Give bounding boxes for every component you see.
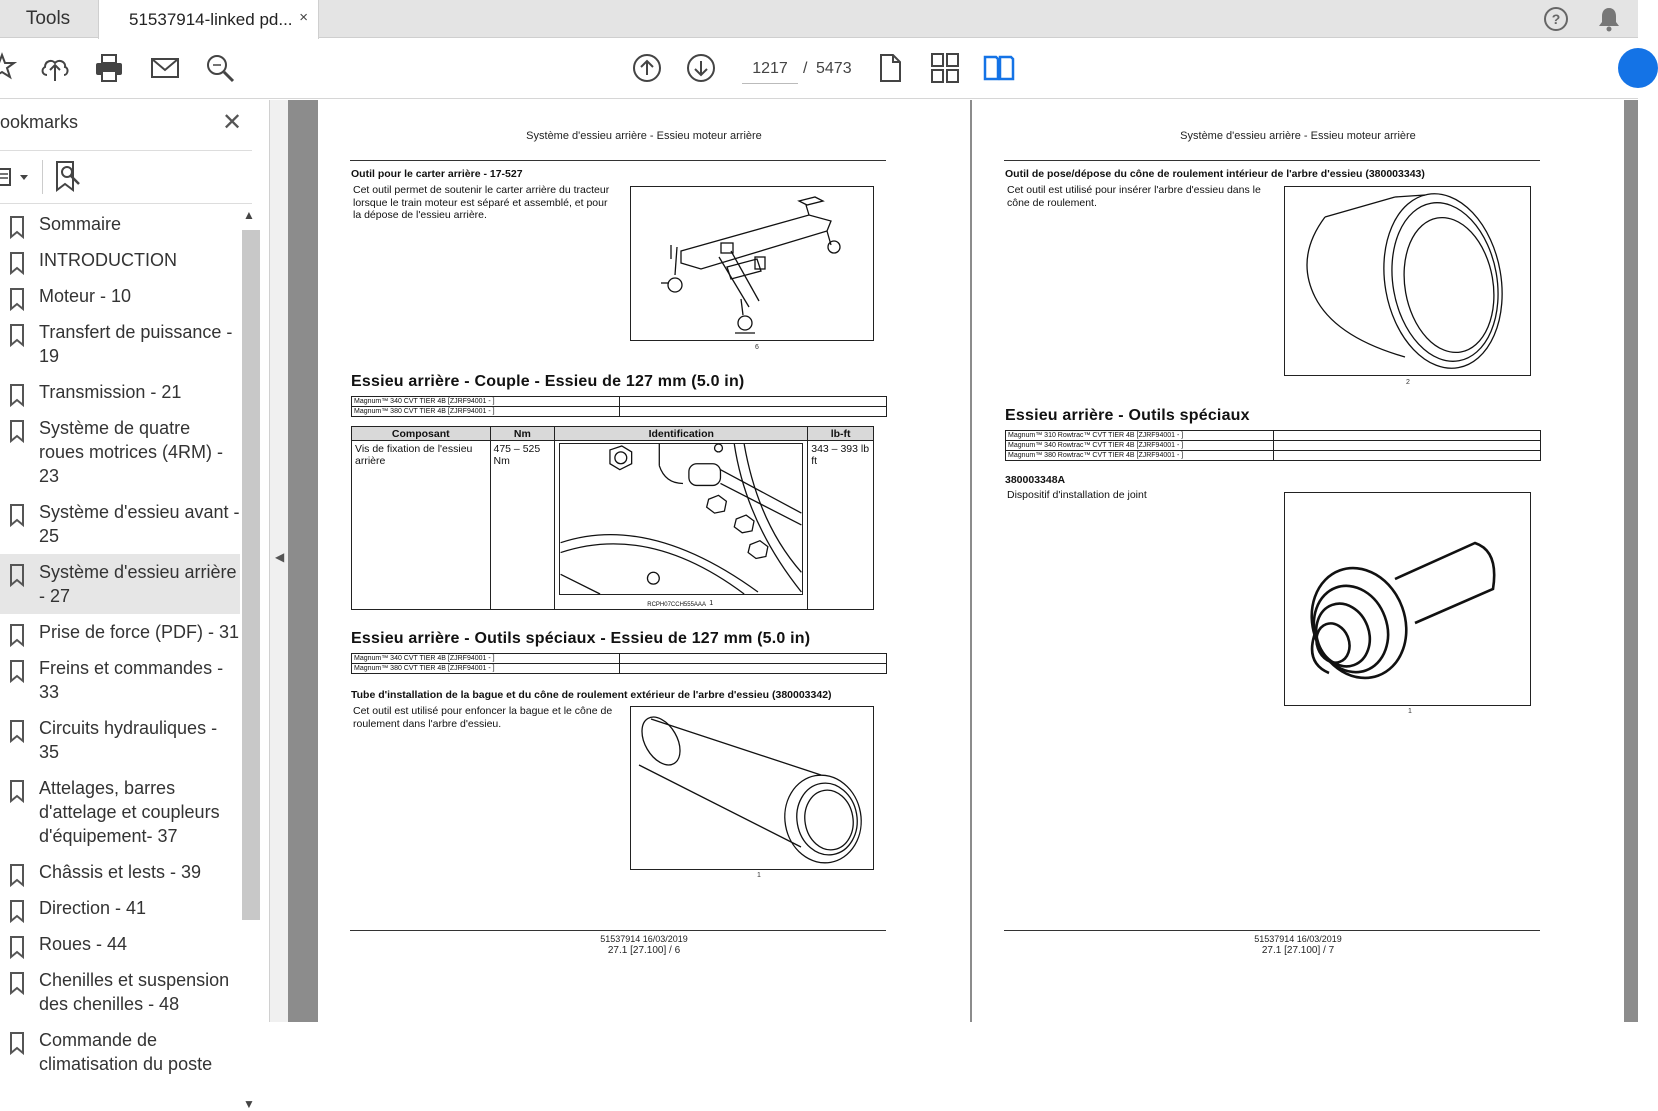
- tool-description: Cet outil est utilisé pour enfoncer la bague et le cône de roulement dans l'arbre d'essieu.: [353, 705, 613, 730]
- table-row: [352, 397, 887, 407]
- bookmark-item[interactable]: [0, 650, 240, 710]
- bookmark-item[interactable]: [0, 278, 240, 314]
- figure-number: 1: [757, 872, 761, 879]
- bookmark-icon: [9, 288, 25, 310]
- bookmark-label: Prise de force (PDF) - 31: [39, 622, 240, 642]
- bookmark-item[interactable]: [0, 614, 240, 650]
- bookmarks-title: ookmarks: [0, 112, 79, 132]
- search-zoom-icon[interactable]: [203, 51, 237, 85]
- footer-page: 27.1 [27.100] / 6: [607, 945, 681, 956]
- bookmark-item[interactable]: [0, 710, 240, 770]
- cone-tool-figure: [1284, 186, 1531, 376]
- user-avatar[interactable]: [1618, 48, 1658, 88]
- toolbar: [0, 39, 1638, 99]
- page-number-input[interactable]: 1217: [742, 54, 798, 84]
- model-cell: Magnum™ 380 CVT TIER 4B [ZJRF94001 - ]: [352, 664, 620, 674]
- bell-icon[interactable]: [1597, 6, 1621, 32]
- page-header: Système d'essieu arrière - Essieu moteur arrière: [526, 130, 762, 142]
- model-cell: Magnum™ 340 Rowtrac™ CVT TIER 4B [ZJRF94001 - ]: [1006, 441, 1274, 451]
- document-viewer: [288, 100, 1638, 1022]
- bookmark-label: Système de quatre roues motrices (4RM) - 23: [39, 418, 224, 486]
- table-row: [1006, 431, 1541, 441]
- table-row: [1006, 441, 1541, 451]
- tool-title: Outil de pose/dépose du cône de roulement intérieur de l'arbre d'essieu (380003343): [1005, 168, 1425, 180]
- bookmark-label: Transmission - 21: [39, 382, 182, 402]
- tube-drawing: [631, 707, 875, 871]
- tool-description: Cet outil est utilisé pour insérer l'arbre d'essieu dans le cône de roulement.: [1007, 184, 1261, 209]
- bookmark-label: Moteur - 10: [39, 286, 132, 306]
- bookmark-label: Chenilles et suspension des chenilles - 48: [39, 970, 230, 1014]
- carter-tool-figure: [630, 186, 874, 341]
- svg-text:?: ?: [1551, 11, 1561, 27]
- section-title: Essieu arrière - Outils spéciaux - Essieu de 127 mm (5.0 in): [351, 630, 811, 647]
- bookmark-item[interactable]: [0, 242, 240, 278]
- bookmark-item[interactable]: [0, 770, 240, 854]
- seal-installer-figure: [1284, 492, 1531, 706]
- bookmark-label: Roues - 44: [39, 934, 128, 954]
- bookmark-icon: [9, 1032, 25, 1054]
- bookmark-list: [0, 206, 240, 1074]
- scroll-down-icon[interactable]: ▼: [243, 1097, 255, 1111]
- scroll-up-icon[interactable]: ▲: [243, 208, 255, 222]
- bookmark-label: Freins et commandes - 33: [39, 658, 224, 702]
- page-header: Système d'essieu arrière - Essieu moteur arrière: [1180, 130, 1416, 142]
- previous-page-icon[interactable]: [630, 51, 664, 85]
- bookmark-item[interactable]: [0, 314, 240, 374]
- tab-bar: [0, 0, 1638, 38]
- tab-document-label: 51537914-linked pd...: [129, 9, 293, 29]
- table-row: [352, 654, 887, 664]
- next-page-icon[interactable]: [684, 51, 718, 85]
- col-identification: Identification: [555, 427, 808, 441]
- col-lbft: lb-ft: [808, 427, 874, 441]
- bookmark-icon: [9, 720, 25, 742]
- scrolling-pages-icon[interactable]: [928, 51, 962, 85]
- bookmark-label: INTRODUCTION: [39, 250, 177, 270]
- model-cell: Magnum™ 340 CVT TIER 4B [ZJRF94001 - ]: [352, 397, 620, 407]
- model-cell: Magnum™ 380 Rowtrac™ CVT TIER 4B [ZJRF94001 - ]: [1006, 451, 1274, 461]
- page-total: 5473: [816, 60, 852, 77]
- close-panel-icon[interactable]: ✕: [222, 109, 243, 136]
- cloud-upload-icon[interactable]: [38, 51, 72, 85]
- models-table: [1005, 430, 1541, 461]
- figure-number: 1: [1408, 708, 1412, 715]
- footer-date: 51537914 16/03/2019: [600, 934, 688, 944]
- nm-cell: 475 – 525 Nm: [490, 441, 555, 610]
- bookmark-label: Transfert de puissance - 19: [39, 322, 233, 366]
- star-icon[interactable]: [0, 51, 26, 85]
- col-nm: Nm: [490, 427, 555, 441]
- tube-tool-figure: [630, 706, 874, 870]
- pdf-page-left: [318, 100, 970, 1022]
- page-separator: /: [803, 60, 808, 77]
- print-icon[interactable]: [92, 51, 126, 85]
- bookmark-item[interactable]: [0, 926, 240, 962]
- bookmark-item[interactable]: [0, 890, 240, 926]
- bookmark-icon: [9, 216, 25, 238]
- bookmark-label: Attelages, barres d'attelage et coupleurs d'équipement- 37: [39, 778, 220, 846]
- bookmark-icon: [9, 972, 25, 994]
- bookmark-icon: [9, 936, 25, 958]
- models-table: [351, 396, 887, 417]
- bookmark-item[interactable]: [0, 374, 240, 410]
- collapse-panel-icon[interactable]: ◀: [275, 550, 285, 564]
- bookmark-icon: [9, 384, 25, 406]
- rule: [350, 930, 886, 931]
- bookmark-icon: [9, 864, 25, 886]
- bookmark-label: Commande de climatisation du poste: [39, 1030, 213, 1074]
- model-cell: Magnum™ 380 CVT TIER 4B [ZJRF94001 - ]: [352, 407, 620, 417]
- figure-code: RCPH07CCH555AAA: [647, 602, 706, 608]
- tab-tools[interactable]: Tools: [25, 8, 71, 29]
- part-number: 380003348A: [1005, 474, 1066, 486]
- pdf-page-right: [972, 100, 1624, 1022]
- carter-tool-drawing: [631, 187, 875, 342]
- find-bookmark-icon[interactable]: [54, 160, 82, 192]
- bookmark-icon: [9, 660, 25, 682]
- torque-table: [351, 426, 874, 610]
- rule: [1004, 930, 1540, 931]
- bookmark-icon: [9, 504, 25, 526]
- tool-title: Outil pour le carter arrière - 17-527: [351, 168, 523, 180]
- bookmark-label: Châssis et lests - 39: [39, 862, 202, 882]
- bookmark-item[interactable]: [0, 554, 240, 614]
- table-row: [352, 664, 887, 674]
- table-row: [1006, 451, 1541, 461]
- divider: [42, 160, 43, 194]
- bookmark-item[interactable]: [0, 494, 240, 554]
- divider: [0, 203, 252, 204]
- bookmark-icon: [9, 780, 25, 802]
- rule: [350, 160, 886, 161]
- tool-title: Tube d'installation de la bague et du cône de roulement extérieur de l'arbre d'essieu (380003342): [351, 689, 832, 701]
- figure-number: 6: [755, 344, 759, 351]
- seal-installer-drawing: [1285, 493, 1532, 707]
- help-icon[interactable]: [1543, 6, 1569, 32]
- model-cell: Magnum™ 310 Rowtrac™ CVT TIER 4B [ZJRF94001 - ]: [1006, 431, 1274, 441]
- table-row: [352, 407, 887, 417]
- component-cell: Vis de fixation de l'essieu arrière: [352, 441, 491, 610]
- model-cell: Magnum™ 340 CVT TIER 4B [ZJRF94001 - ]: [352, 654, 620, 664]
- two-page-view-icon[interactable]: [982, 51, 1016, 85]
- bookmark-label: Circuits hydrauliques - 35: [39, 718, 218, 762]
- bookmark-label: Système d'essieu avant - 25: [39, 502, 240, 546]
- section-title: Essieu arrière - Outils spéciaux: [1005, 407, 1250, 424]
- bookmark-icon: [9, 564, 25, 586]
- single-page-icon[interactable]: [873, 51, 907, 85]
- identification-cell: [555, 441, 808, 610]
- tab-close-icon[interactable]: ×: [299, 9, 308, 26]
- bookmark-item[interactable]: [0, 206, 240, 242]
- lbft-cell: 343 – 393 lb ft: [808, 441, 874, 610]
- bookmarks-panel: [0, 100, 270, 1111]
- table-row: [352, 441, 874, 610]
- bookmark-icon: [9, 624, 25, 646]
- torque-figure-drawing: [559, 443, 803, 595]
- options-menu-icon[interactable]: [0, 163, 30, 191]
- bookmark-item[interactable]: [0, 1022, 240, 1082]
- bookmark-item[interactable]: [0, 854, 240, 890]
- divider: [0, 150, 252, 151]
- tab-document[interactable]: [98, 0, 319, 39]
- tool-description: Cet outil permet de soutenir le carter arrière du tracteur lorsque le train moteur est séparé et assemblé, et pour la dépose de l'essieu arrière.: [353, 184, 610, 221]
- bookmark-label: Direction - 41: [39, 898, 147, 918]
- section-title: Essieu arrière - Couple - Essieu de 127 mm (5.0 in): [351, 373, 745, 390]
- cone-tool-drawing: [1285, 187, 1532, 377]
- part-description: Dispositif d'installation de joint: [1007, 489, 1147, 501]
- footer-date: 51537914 16/03/2019: [1254, 934, 1342, 944]
- models-table: [351, 653, 887, 674]
- scrollbar-thumb[interactable]: [242, 230, 260, 920]
- bookmark-icon: [9, 252, 25, 274]
- bookmark-label: Sommaire: [39, 214, 122, 234]
- rule: [1004, 160, 1540, 161]
- figure-number: 2: [1406, 379, 1410, 386]
- bookmark-icon: [9, 420, 25, 442]
- table-header-row: [352, 427, 874, 441]
- col-component: Composant: [352, 427, 491, 441]
- bookmark-item[interactable]: [0, 410, 240, 494]
- footer-page: 27.1 [27.100] / 7: [1261, 945, 1335, 956]
- email-icon[interactable]: [148, 51, 182, 85]
- bookmark-label: Système d'essieu arrière - 27: [39, 562, 237, 606]
- figure-number: 1: [709, 600, 714, 607]
- bookmark-item[interactable]: [0, 962, 240, 1022]
- bookmark-icon: [9, 900, 25, 922]
- bookmark-icon: [9, 324, 25, 346]
